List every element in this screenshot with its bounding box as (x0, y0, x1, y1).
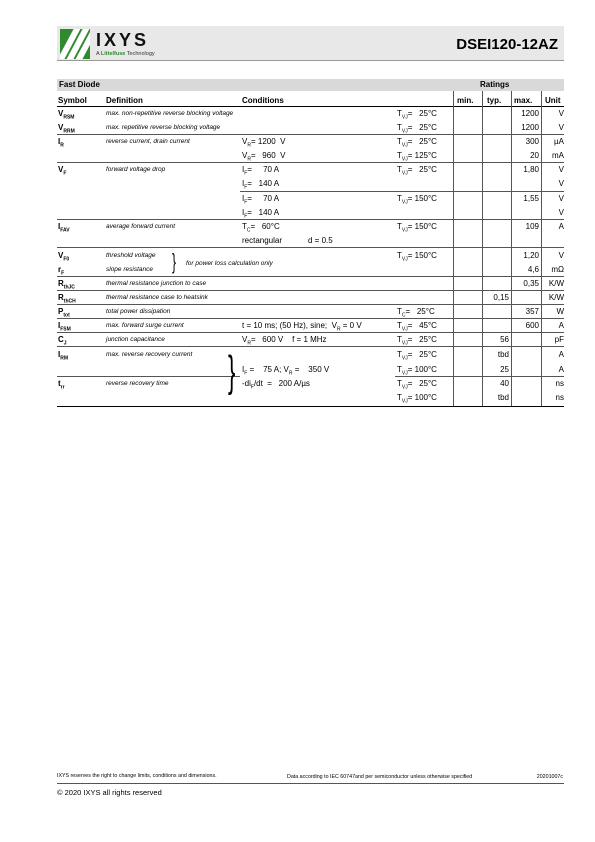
row-unit: V (558, 165, 564, 174)
row-symbol: $I_{FSM}$ (58, 321, 71, 333)
row-temperature: $T_{VJ}= 25^\circ C$ (397, 137, 437, 149)
row-symbol: $I_{FAV}$ (58, 222, 70, 234)
row-condition-extra: d = 0.5 (308, 236, 333, 245)
table-bottom-line (57, 406, 564, 407)
row-divider (57, 304, 564, 305)
row-max-value: 357 (525, 307, 539, 316)
row-typ-value: tbd (497, 393, 509, 402)
row-typ-value: tbd (497, 350, 509, 359)
row-temperature: $T_{VJ}= 25^\circ C$ (397, 123, 437, 135)
row-unit: V (558, 179, 564, 188)
row-max-value: 109 (525, 222, 539, 231)
row-definition: reverse recovery time (106, 380, 169, 387)
col-header-min: min. (457, 96, 474, 105)
row-typ-value: 0,15 (493, 293, 509, 302)
row-temperature: $T_{VJ}= 25^\circ C$ (397, 335, 437, 347)
row-max-value: 20 (530, 151, 539, 160)
row-unit: mΩ (551, 265, 564, 274)
col-header-symbol: Symbol (58, 96, 87, 105)
row-symbol: $R_{thCH}$ (58, 293, 76, 305)
row-definition: max. non-repetitive reverse blocking voltage (106, 110, 234, 117)
row-temperature: $T_{VJ}= 150^\circ C$ (397, 194, 437, 206)
row-divider (57, 276, 564, 277)
row-temperature: $T_{VJ}= 100^\circ C$ (397, 365, 437, 377)
row-symbol: $V_{F0}$ (58, 251, 70, 263)
row-unit: µA (554, 137, 564, 146)
row-symbol: $I_R$ (58, 137, 64, 149)
row-definition: total power dissipation (106, 308, 171, 315)
row-unit: mA (552, 151, 564, 160)
row-max-value: 600 (525, 321, 539, 330)
col-header-definition: Definition (106, 96, 143, 105)
row-definition: average forward current (106, 223, 176, 230)
row-divider (57, 219, 564, 220)
row-temperature: $T_{VJ}= 25^\circ C$ (397, 350, 437, 362)
row-condition: $V_R= 600$ V f = 1 MHz (242, 335, 327, 347)
row-unit: V (558, 194, 564, 203)
section-title: Fast Diode (59, 80, 100, 89)
row-unit: V (558, 208, 564, 217)
brand-name: IXYS (96, 30, 150, 50)
row-condition: $I_F=$ 70 A (242, 165, 280, 177)
row-definition: threshold voltage (106, 252, 156, 259)
row-temperature: $T_{VJ}= 25^\circ C$ (397, 379, 437, 391)
row-max-value: 1200 (521, 109, 539, 118)
row-definition: forward voltage drop (106, 166, 166, 173)
row-definition: max. forward surge current (106, 322, 184, 329)
row-symbol: $R_{thJC}$ (58, 279, 75, 291)
row-condition: $T_C= 60^\circ C$ (242, 222, 280, 234)
brand-subtitle: A Littelfuse Technology (96, 51, 155, 57)
row-symbol: $I_{RM}$ (58, 350, 69, 362)
row-divider (57, 376, 240, 377)
row-divider (57, 247, 564, 248)
row-temperature: $T_{VJ}= 100^\circ C$ (397, 393, 437, 405)
footer-standard-note: Data according to IEC 60747and per semiconductor unless otherwise specified (287, 774, 473, 780)
row-unit: A (558, 350, 564, 359)
row-symbol: $t_{rr}$ (58, 379, 65, 391)
row-definition: slope resistance (106, 266, 153, 273)
row-symbol: $C_J$ (58, 335, 67, 347)
row-temperature: $T_{VJ}= 45^\circ C$ (397, 321, 437, 333)
footer-copyright: © 2020 IXYS all rights reserved (57, 788, 162, 797)
row-condition: $-di_F/dt = 200$ A/µs (242, 379, 310, 391)
section-title-band (57, 79, 453, 91)
row-condition: t = 10 ms; (50 Hz), sine; $V_R = 0$ V (242, 321, 362, 333)
row-divider (57, 162, 564, 163)
row-condition: $V_R= 1200$ V (242, 137, 286, 149)
col-header-conditions: Conditions (242, 96, 284, 105)
row-unit: W (556, 307, 564, 316)
row-definition: max. repetitive reverse blocking voltage (106, 124, 221, 131)
row-definition: reverse current, drain current (106, 138, 190, 145)
brace-icon: } (172, 249, 177, 274)
row-condition: $I_F$ = 75 A; $V_R$ = 350 V (242, 365, 330, 377)
row-max-value: 1,20 (523, 251, 539, 260)
row-temperature: $T_{VJ}= 150^\circ C$ (397, 251, 437, 263)
row-unit: K/W (548, 293, 564, 302)
row-divider (57, 134, 564, 135)
row-unit: A (558, 321, 564, 330)
row-temperature: $T_{VJ}= 125^\circ C$ (397, 151, 437, 163)
row-condition: rectangular (242, 236, 283, 245)
row-unit: A (558, 365, 564, 374)
row-definition: max. reverse recovery current (106, 351, 193, 358)
row-symbol: $V_{RSM}$ (58, 109, 75, 121)
col-header-typ: typ. (487, 96, 502, 105)
row-divider (240, 191, 564, 192)
row-definition: thermal resistance junction to case (106, 280, 207, 287)
row-divider (57, 318, 564, 319)
brace-icon: } (228, 347, 236, 396)
row-symbol: $r_F$ (58, 265, 65, 277)
row-definition: junction capacitance (106, 336, 165, 343)
col-header-max: max. (514, 96, 533, 105)
row-unit: V (558, 123, 564, 132)
col-header-unit: Unit (545, 96, 561, 105)
row-unit: pF (554, 335, 564, 344)
row-temperature: $T_{VJ}= 25^\circ C$ (397, 165, 437, 177)
row-typ-value: 25 (500, 365, 509, 374)
part-number: DSEI120-12AZ (456, 36, 558, 53)
row-temperature: $T_C= 25^\circ C$ (397, 307, 435, 319)
row-unit: ns (555, 393, 564, 402)
row-max-value: 1,80 (523, 165, 539, 174)
row-symbol: $V_{RRM}$ (58, 123, 75, 135)
row-symbol: $P_{tot}$ (58, 307, 70, 319)
row-condition: $V_R= 960$ V (242, 151, 286, 163)
row-condition: $I_F= 140$ A (242, 208, 280, 220)
row-unit: V (558, 109, 564, 118)
row-condition: $I_F=$ 70 A (242, 194, 280, 206)
brace-note: for power loss calculation only (186, 260, 273, 267)
col-divider-min (453, 91, 454, 406)
row-condition: $I_F= 140$ A (242, 179, 280, 191)
row-max-value: 1,55 (523, 194, 539, 203)
footer-revision: 20201007c (536, 774, 563, 780)
row-unit: K/W (548, 279, 564, 288)
row-max-value: 0,35 (523, 279, 539, 288)
row-max-value: 1200 (521, 123, 539, 132)
row-temperature: $T_{VJ}= 25^\circ C$ (397, 109, 437, 121)
row-typ-value: 56 (500, 335, 509, 344)
row-unit: A (558, 222, 564, 231)
row-definition: thermal resistance case to heatsink (106, 294, 208, 301)
ratings-label: Ratings (480, 80, 510, 89)
footer-disclaimer: IXYS reserves the right to change limits, conditions and dimensions. (57, 773, 217, 779)
row-symbol: $V_F$ (58, 165, 67, 177)
row-max-value: 4,6 (527, 265, 539, 274)
row-unit: ns (555, 379, 564, 388)
row-unit: V (558, 251, 564, 260)
footer-divider (57, 783, 564, 784)
row-max-value: 300 (525, 137, 539, 146)
row-temperature: $T_{VJ}= 150^\circ C$ (397, 222, 437, 234)
row-divider (57, 290, 564, 291)
row-typ-value: 40 (500, 379, 509, 388)
ixys-logo-icon (60, 29, 90, 59)
header-divider (57, 106, 564, 107)
